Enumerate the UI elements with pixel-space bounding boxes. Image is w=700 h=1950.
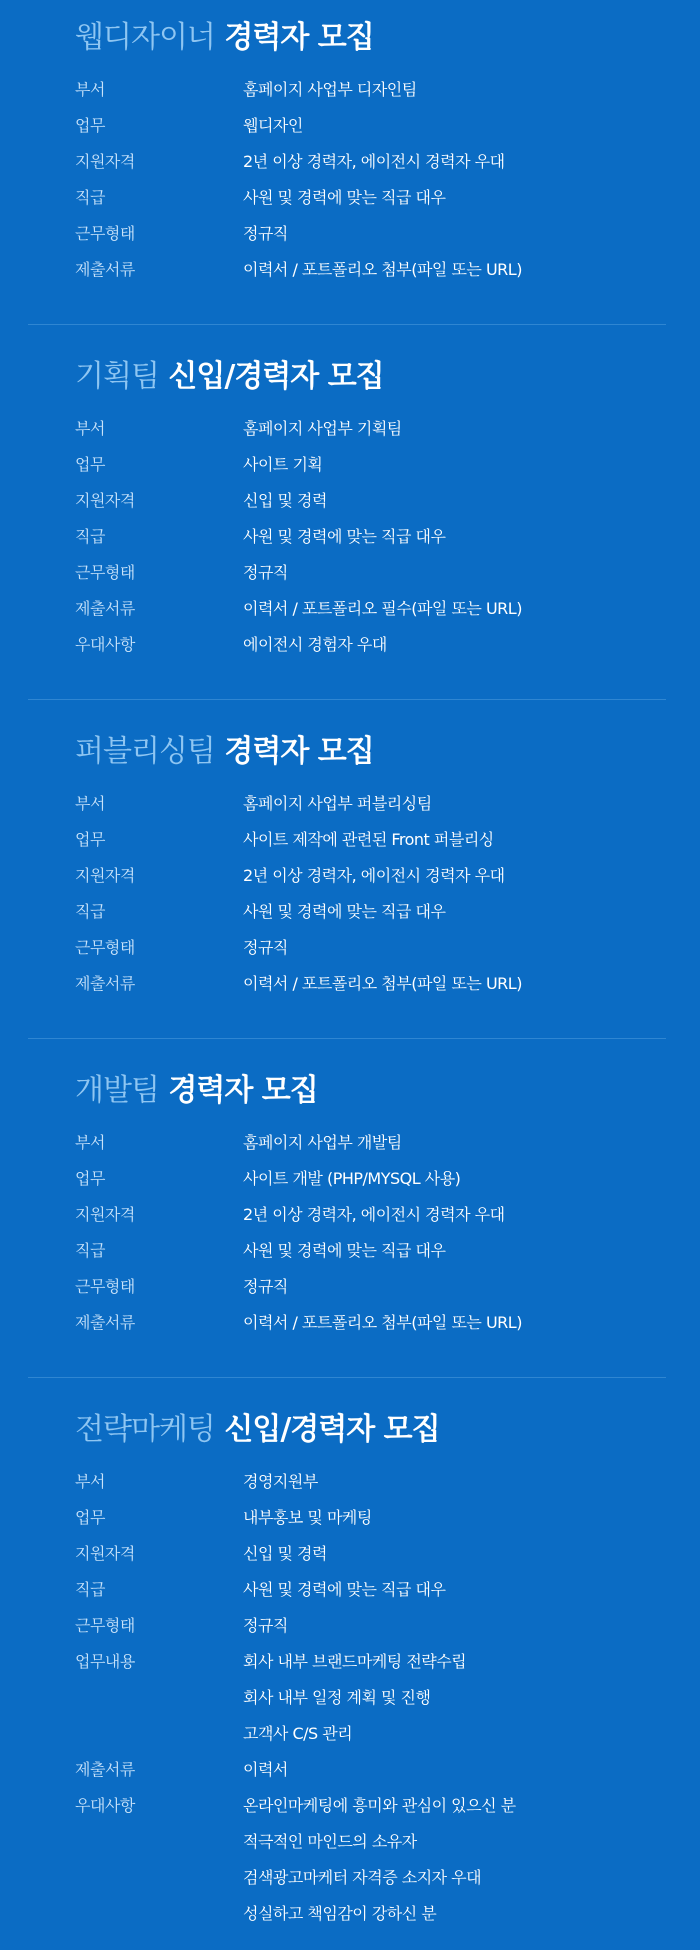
detail-row — [75, 1498, 666, 1534]
section-title — [75, 726, 666, 770]
role-name: 경력자 모집 — [224, 20, 374, 55]
detail-row — [75, 553, 666, 589]
detail-label: 업무 — [75, 829, 105, 849]
job-section-development — [28, 1039, 666, 1378]
detail-row — [75, 856, 666, 892]
job-section-strategic-marketing — [28, 1378, 666, 1950]
detail-label: 업무내용 — [75, 1651, 135, 1671]
detail-row — [75, 178, 666, 214]
section-title — [75, 1065, 666, 1109]
detail-value: 내부홍보 및 마케팅 — [243, 1507, 372, 1527]
detail-row — [75, 1303, 666, 1339]
detail-value: 홈페이지 사업부 퍼블리싱팀 — [243, 793, 432, 813]
detail-row — [75, 1606, 666, 1642]
detail-value: 신입 및 경력 — [243, 490, 327, 510]
detail-label: 제출서류 — [75, 598, 135, 618]
detail-label: 근무형태 — [75, 1615, 135, 1635]
job-details — [75, 1123, 666, 1339]
detail-value: 에이전시 경험자 우대 — [243, 634, 387, 654]
role-name: 신입/경력자 모집 — [168, 359, 384, 394]
detail-value: 정규직 — [243, 562, 288, 582]
detail-row — [75, 1678, 666, 1714]
detail-label: 업무 — [75, 454, 105, 474]
section-title — [75, 1404, 666, 1448]
detail-label: 지원자격 — [75, 865, 135, 885]
detail-label: 부서 — [75, 418, 105, 438]
detail-value: 고객사 C/S 관리 — [243, 1723, 353, 1743]
detail-label: 지원자격 — [75, 490, 135, 510]
detail-row — [75, 214, 666, 250]
detail-row — [75, 250, 666, 286]
detail-value: 회사 내부 일정 계획 및 진행 — [243, 1687, 431, 1707]
job-details — [75, 409, 666, 661]
detail-value: 사이트 기획 — [243, 454, 323, 474]
detail-value: 정규직 — [243, 1615, 288, 1635]
detail-label: 부서 — [75, 1132, 105, 1152]
detail-row — [75, 928, 666, 964]
detail-row — [75, 1231, 666, 1267]
job-details — [75, 1462, 666, 1930]
team-name: 기획팀 — [75, 359, 159, 394]
detail-label: 업무 — [75, 1168, 105, 1188]
detail-value: 홈페이지 사업부 디자인팀 — [243, 79, 417, 99]
job-details — [75, 784, 666, 1000]
detail-value: 사원 및 경력에 맞는 직급 대우 — [243, 187, 446, 207]
detail-label: 직급 — [75, 901, 105, 921]
detail-label: 지원자격 — [75, 1543, 135, 1563]
detail-label: 업무 — [75, 1507, 105, 1527]
detail-label: 우대사항 — [75, 1795, 135, 1815]
detail-value: 적극적인 마인드의 소유자 — [243, 1831, 417, 1851]
detail-label: 제출서류 — [75, 1759, 135, 1779]
detail-value: 이력서 / 포트폴리오 필수(파일 또는 URL) — [243, 598, 522, 618]
detail-label: 부서 — [75, 793, 105, 813]
section-title — [75, 351, 666, 395]
detail-value: 이력서 / 포트폴리오 첨부(파일 또는 URL) — [243, 1312, 522, 1332]
detail-row — [75, 1159, 666, 1195]
detail-value: 이력서 / 포트폴리오 첨부(파일 또는 URL) — [243, 259, 522, 279]
detail-row — [75, 142, 666, 178]
detail-row — [75, 589, 666, 625]
detail-row — [75, 409, 666, 445]
detail-row — [75, 1267, 666, 1303]
detail-row — [75, 1642, 666, 1678]
detail-value: 2년 이상 경력자, 에이전시 경력자 우대 — [243, 1204, 505, 1224]
detail-label: 직급 — [75, 187, 105, 207]
detail-label: 근무형태 — [75, 562, 135, 582]
detail-value: 성실하고 책임감이 강하신 분 — [243, 1903, 437, 1923]
detail-row — [75, 964, 666, 1000]
detail-row — [75, 1750, 666, 1786]
team-name: 개발팀 — [75, 1073, 159, 1108]
detail-row — [75, 70, 666, 106]
team-name: 퍼블리싱팀 — [75, 734, 215, 769]
role-name: 경력자 모집 — [224, 734, 374, 769]
detail-label: 제출서류 — [75, 1312, 135, 1332]
detail-value: 홈페이지 사업부 개발팀 — [243, 1132, 402, 1152]
detail-value: 2년 이상 경력자, 에이전시 경력자 우대 — [243, 865, 505, 885]
detail-label: 근무형태 — [75, 1276, 135, 1296]
detail-row — [75, 445, 666, 481]
detail-row — [75, 625, 666, 661]
detail-label: 근무형태 — [75, 937, 135, 957]
detail-value: 정규직 — [243, 223, 288, 243]
team-name: 웹디자이너 — [75, 20, 215, 55]
detail-label: 제출서류 — [75, 973, 135, 993]
detail-row — [75, 1462, 666, 1498]
detail-row — [75, 1822, 666, 1858]
detail-label: 업무 — [75, 115, 105, 135]
job-section-planning — [28, 325, 666, 700]
detail-row — [75, 1786, 666, 1822]
detail-row — [75, 1714, 666, 1750]
detail-value: 웹디자인 — [243, 115, 303, 135]
detail-row — [75, 481, 666, 517]
job-section-publishing — [28, 700, 666, 1039]
detail-value: 사원 및 경력에 맞는 직급 대우 — [243, 1579, 446, 1599]
detail-value: 정규직 — [243, 1276, 288, 1296]
detail-label: 제출서류 — [75, 259, 135, 279]
detail-row — [75, 1123, 666, 1159]
detail-row — [75, 820, 666, 856]
detail-row — [75, 784, 666, 820]
detail-value: 사이트 제작에 관련된 Front 퍼블리싱 — [243, 829, 494, 849]
detail-label: 직급 — [75, 1579, 105, 1599]
detail-value: 사이트 개발 (PHP/MYSQL 사용) — [243, 1168, 461, 1188]
detail-value: 사원 및 경력에 맞는 직급 대우 — [243, 526, 446, 546]
detail-value: 검색광고마케터 자격증 소지자 우대 — [243, 1867, 482, 1887]
detail-label: 직급 — [75, 526, 105, 546]
detail-value: 홈페이지 사업부 기획팀 — [243, 418, 402, 438]
detail-row — [75, 1894, 666, 1930]
detail-label: 부서 — [75, 79, 105, 99]
detail-label: 근무형태 — [75, 223, 135, 243]
detail-value: 사원 및 경력에 맞는 직급 대우 — [243, 901, 446, 921]
detail-value: 정규직 — [243, 937, 288, 957]
detail-value: 온라인마케팅에 흥미와 관심이 있으신 분 — [243, 1795, 516, 1815]
section-title — [75, 12, 666, 56]
role-name: 신입/경력자 모집 — [224, 1412, 440, 1447]
team-name: 전략마케팅 — [75, 1412, 215, 1447]
detail-row — [75, 1195, 666, 1231]
detail-value: 이력서 / 포트폴리오 첨부(파일 또는 URL) — [243, 973, 522, 993]
detail-value: 회사 내부 브랜드마케팅 전략수립 — [243, 1651, 467, 1671]
detail-value: 사원 및 경력에 맞는 직급 대우 — [243, 1240, 446, 1260]
job-details — [75, 70, 666, 286]
detail-row — [75, 1534, 666, 1570]
detail-label: 직급 — [75, 1240, 105, 1260]
detail-value: 2년 이상 경력자, 에이전시 경력자 우대 — [243, 151, 505, 171]
detail-label: 우대사항 — [75, 634, 135, 654]
detail-label: 지원자격 — [75, 151, 135, 171]
detail-row — [75, 1858, 666, 1894]
detail-row — [75, 1570, 666, 1606]
role-name: 경력자 모집 — [168, 1073, 318, 1108]
detail-value: 경영지원부 — [243, 1471, 318, 1491]
detail-value: 이력서 — [243, 1759, 288, 1779]
detail-row — [75, 517, 666, 553]
job-section-web-designer — [28, 0, 666, 325]
detail-row — [75, 892, 666, 928]
detail-label: 지원자격 — [75, 1204, 135, 1224]
detail-value: 신입 및 경력 — [243, 1543, 327, 1563]
detail-row — [75, 106, 666, 142]
detail-label: 부서 — [75, 1471, 105, 1491]
